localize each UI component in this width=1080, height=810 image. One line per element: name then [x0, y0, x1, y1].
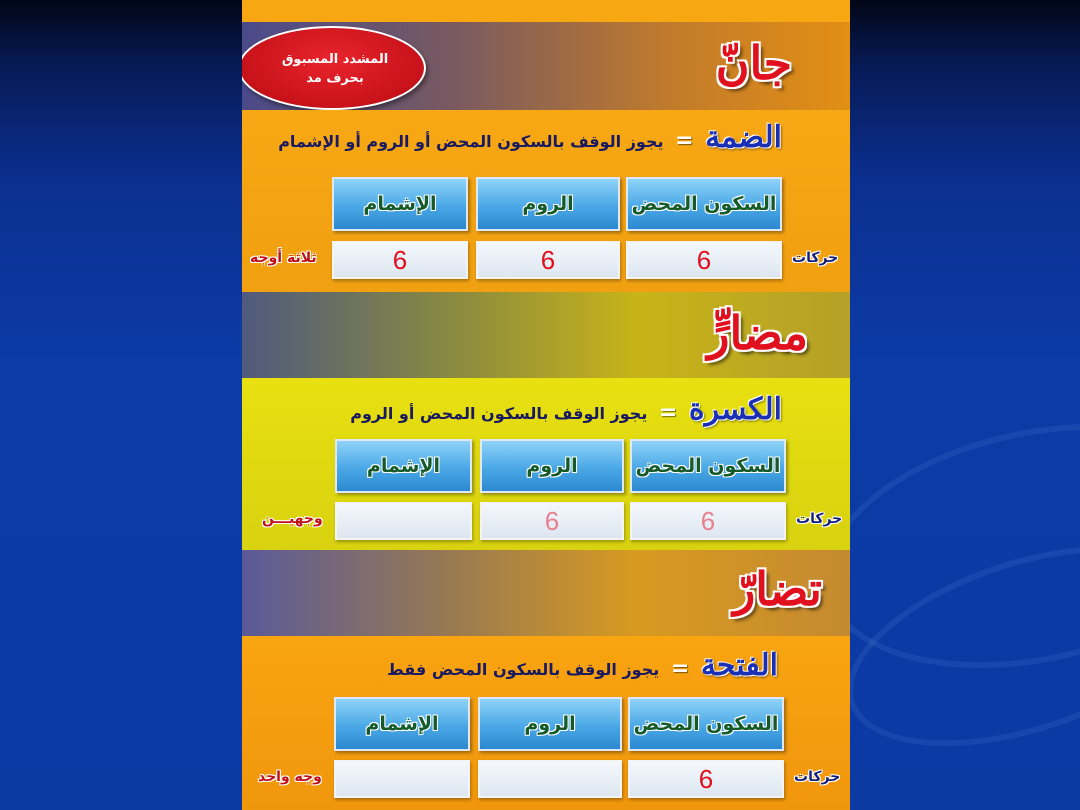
rule-section [242, 636, 850, 810]
header-sukun: السكون المحض [630, 439, 786, 493]
rule-equals: = [670, 656, 690, 681]
rule-description: يجوز الوقف بالسكون المحض أو الروم أو الإشمام [278, 132, 664, 151]
value-ishmam [334, 760, 470, 798]
row-label: حركات [792, 250, 839, 266]
rule-head: الضمة [705, 120, 782, 155]
count-note: ثلاثة أوجه [250, 250, 317, 266]
note-oval-text [260, 50, 410, 88]
rule-head: الفتحة [700, 648, 778, 683]
slide-panel [242, 0, 850, 810]
value-rawm [478, 760, 622, 798]
example-word: مضارٍّ [707, 306, 808, 360]
rule-description: يجوز الوقف بالسكون المحض فقط [387, 660, 660, 679]
rule-line [278, 120, 782, 155]
rule-description: يجوز الوقف بالسكون المحض أو الروم [350, 404, 648, 423]
header-rawm: الروم [480, 439, 624, 493]
header-ishmam: الإشمام [334, 697, 470, 751]
value-sukun: 6 [628, 760, 784, 798]
rule-equals: = [675, 128, 694, 153]
example-word: جانّ [715, 36, 792, 90]
rule-equals: = [658, 400, 678, 425]
value-rawm: 6 [476, 241, 620, 279]
rule-section [242, 110, 850, 292]
count-note: وجهيـــن [262, 511, 323, 527]
row-label: حركات [796, 511, 843, 527]
note-line-1: المشدد المسبوق [281, 52, 389, 67]
rule-line [350, 392, 782, 427]
count-note: وجه واحد [258, 769, 322, 785]
value-rawm: 6 [480, 502, 624, 540]
header-rawm: الروم [478, 697, 622, 751]
header-rawm: الروم [476, 177, 620, 231]
note-line-2: بحرف مد [306, 71, 364, 86]
header-ishmam: الإشمام [335, 439, 472, 493]
rule-section [242, 378, 850, 550]
example-word: تضارّ [733, 562, 822, 616]
value-sukun: 6 [630, 502, 786, 540]
header-ishmam: الإشمام [332, 177, 468, 231]
value-sukun: 6 [626, 241, 782, 279]
note-oval [242, 26, 426, 110]
header-sukun: السكون المحض [628, 697, 784, 751]
value-ishmam: 6 [332, 241, 468, 279]
rule-line [387, 648, 778, 683]
value-ishmam [335, 502, 472, 540]
rule-head: الكسرة [688, 392, 782, 427]
row-label: حركات [794, 769, 841, 785]
header-sukun: السكون المحض [626, 177, 782, 231]
